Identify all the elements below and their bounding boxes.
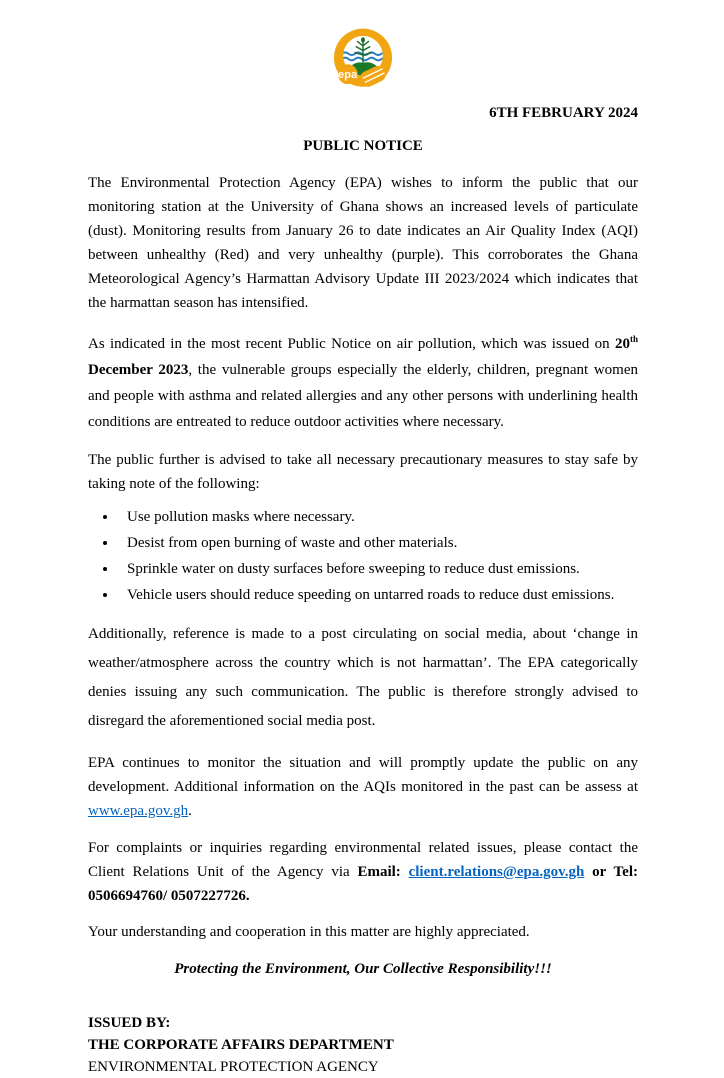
precautions-list <box>88 504 638 608</box>
telephone-numbers: or Tel: 0506694760/ 0507227726 <box>88 864 638 904</box>
superscript-th: th <box>629 334 638 344</box>
paragraph-monitoring-update: EPA continues to monitor the situation and will promptly update the public on any development. Additional information on the AQIs monitored in the past can be assess at www.epa.gov.gh. <box>88 755 638 819</box>
page-title: PUBLIC NOTICE <box>303 138 423 154</box>
paragraph-contact: For complaints or inquiries regarding environmental related issues, please contact the Client Relations Unit of the Agency via Email: client.relations@epa.gov.gh or Tel: 0506694760/ 0507227726. <box>88 840 638 904</box>
issuing-agency: ENVIRONMENTAL PROTECTION AGENCY <box>88 1059 379 1075</box>
issued-by-label: ISSUED BY: <box>88 1015 171 1031</box>
issued-by-block <box>88 1012 638 1078</box>
email-link[interactable]: client.relations@epa.gov.gh <box>408 864 585 880</box>
logo-container <box>88 26 638 101</box>
email-label: Email: <box>357 864 409 880</box>
paragraph-social-media: Additionally, reference is made to a post circulating on social media, about ‘change in weather/atmosphere across the country which is not harmattan’. The EPA categorically denies issuing any such communication. The public is therefore strongly advised to disregard the aforementioned social media post. <box>88 626 638 729</box>
slogan: Protecting the Environment, Our Collective Responsibility!!! <box>174 961 552 977</box>
paragraph-appreciation: Your understanding and cooperation in this matter are highly appreciated. <box>88 924 530 940</box>
paragraph-precautions-intro: The public further is advised to take all necessary precautionary measures to stay safe by taking note of the following: <box>88 452 638 492</box>
list-item: • Use pollution masks where necessary. <box>118 504 638 530</box>
list-item: • Vehicle users should reduce speeding on untarred roads to reduce dust emissions. <box>118 582 638 608</box>
epa-website-link[interactable]: www.epa.gov.gh <box>88 803 189 819</box>
list-item: • Sprinkle water on dusty surfaces before sweeping to reduce dust emissions. <box>118 556 638 582</box>
paragraph-monitoring: The Environmental Protection Agency (EPA) wishes to inform the public that our monitoring station at the University of Ghana shows an increased levels of particulate (dust). Monitoring results from January 26 to date indicates an Air Quality Index (AQI) between unhealthy (Red) and very unhealthy (purple). This corroborates the Ghana Meteorological Agency’s Harmattan Advisory Update III 2023/2024 which indicates that the harmattan season has intensified. <box>88 175 638 311</box>
epa-logo-icon <box>330 26 396 96</box>
issuing-department: THE CORPORATE AFFAIRS DEPARTMENT <box>88 1037 394 1053</box>
document-date: 6TH FEBRUARY 2024 <box>489 105 638 121</box>
logo-epa-text: epa <box>337 69 358 82</box>
paragraph-vulnerable-groups: As indicated in the most recent Public Notice on air pollution, which was issued on 20th December 2023, the vulnerable groups especially the elderly, children, pregnant women and people with asthma and related allergies and any other persons with underlining health conditions are entreated to reduce outdoor activities where necessary. <box>88 334 638 430</box>
list-item: • Desist from open burning of waste and other materials. <box>118 530 638 556</box>
